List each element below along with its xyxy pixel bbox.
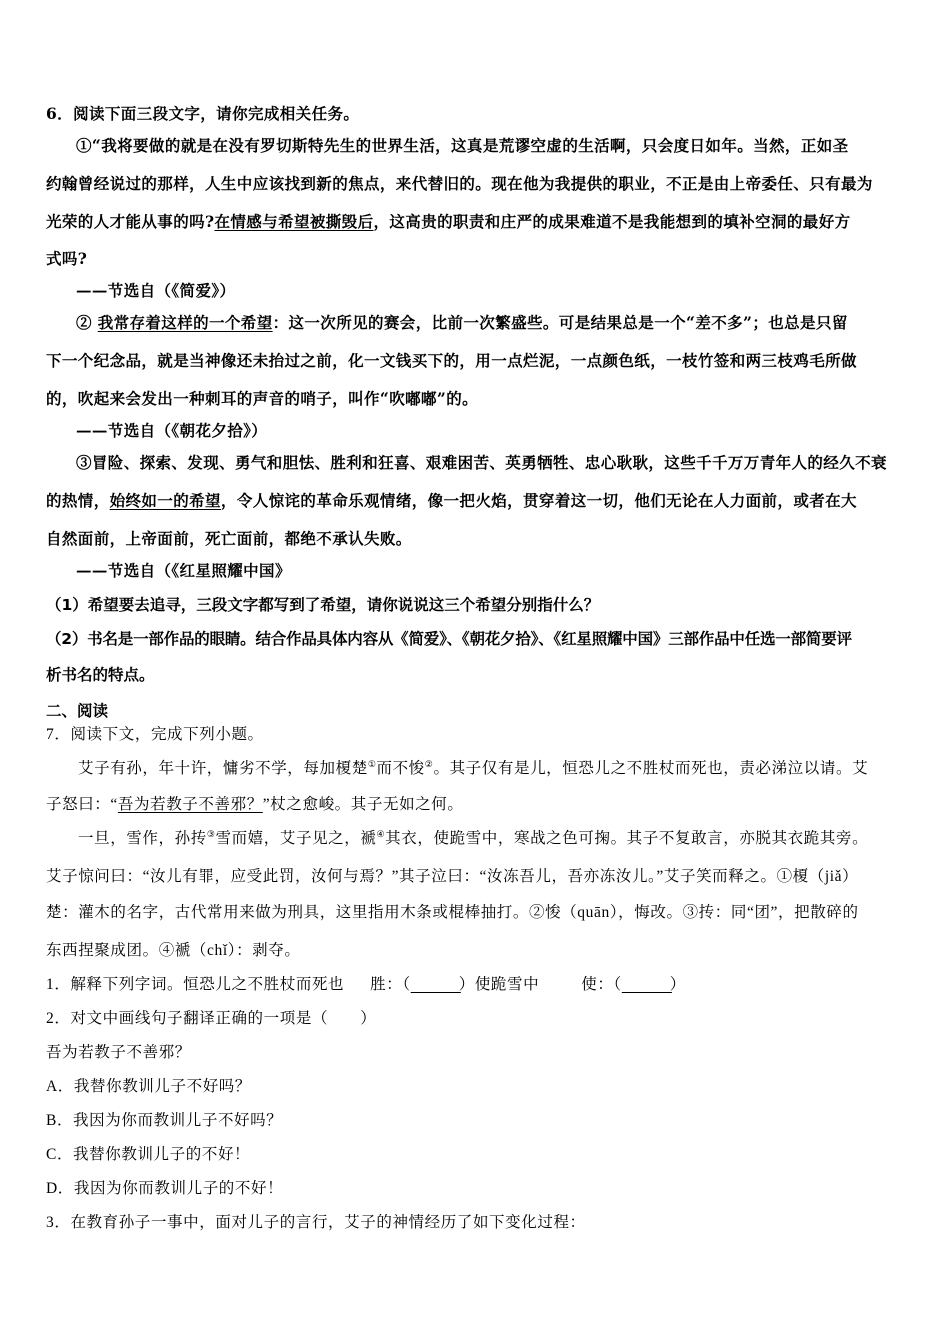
q7-passage-line: 楚：灌木的名字，古代常用来做为刑具，这里指用木条或棍棒抽打。②悛（quān），悔改。③抟：同“团”，把散碎的: [46, 904, 859, 921]
q6-p2-line: [76, 311, 848, 335]
q6-p2-text: ②: [76, 313, 98, 332]
q6-p1-line: 约翰曾经说过的那样，人生中应该找到新的焦点，来代替旧的。现在他为我提供的职业，不正是由上帝委任、只有最为: [46, 174, 873, 193]
q7-text: 一旦，雪作，孙抟: [78, 830, 207, 847]
q7-text: ”杖之愈峻。其子无如之何。: [262, 796, 464, 813]
footnote-mark: ④: [376, 828, 386, 839]
q6-p1-source: ——节选自（《简爱》）: [76, 281, 236, 300]
q6-task-2-cont: 析书名的特点。: [46, 666, 155, 684]
footnote-mark: ③: [206, 828, 216, 839]
q6-p1-text: ，这高贵的职责和庄严的成果难道不是我能想到的填补空洞的最好方: [373, 212, 851, 231]
q7-text: 而不悛: [376, 760, 425, 777]
q6-p2-underlined: 我常存着这样的一个希望: [97, 313, 273, 332]
q7-underlined-sentence: 吾为若教子不善邪？: [117, 796, 263, 813]
q6-p2-line: 的，吹起来会发出一种刺耳的声音的哨子，叫作“吹嘟嘟”的。: [46, 389, 479, 408]
q7-passage-line: [78, 827, 868, 851]
answer-blank[interactable]: [622, 973, 670, 997]
q6-p3-line: [46, 489, 857, 513]
q6-task-2: （2）书名是一部作品的眼睛。结合作品具体内容从《简爱》、《朝花夕拾》、《红星照耀中国》三部作品中任选一部简要评: [46, 630, 852, 648]
q6-p1-underlined: 在情感与希望被撕毁后: [214, 212, 374, 231]
q6-p1-line: 式吗?: [46, 249, 88, 268]
q7-text: 艾子有孙，年十许，慵劣不学，每加榎楚: [78, 760, 368, 777]
option-a[interactable]: A．我替你教训儿子不好吗？: [46, 1078, 251, 1095]
q7-text: 雪而嬉，艾子见之，褫: [215, 830, 377, 847]
q6-p3-source: ——节选自（《红星照耀中国》: [76, 561, 291, 580]
q6-p3-line: ③冒险、探索、发现、勇气和胆怯、胜利和狂喜、艰难困苦、英勇牺牲、忠心耿耿，这些千千万万青年人的经久不衰: [76, 453, 887, 472]
q7-sub1-text: ）使跪雪中: [458, 976, 540, 993]
q7-text: 子怒曰：“: [46, 796, 118, 813]
q7-sub1-text: ）: [669, 976, 686, 993]
q6-p1-text: 光荣的人才能从事的吗?: [46, 212, 215, 231]
q7-text: 。其子仅有是儿，恒恐儿之不胜杖而死也，责必涕泣以请。艾: [433, 760, 869, 777]
q7-sub3-stem: 3．在教育孙子一事中，面对儿子的言行，艾子的神情经历了如下变化过程：: [46, 1214, 586, 1231]
option-b[interactable]: B．我因为你而教训儿子不好吗？: [46, 1112, 283, 1129]
q7-sub1-text: 使：（: [581, 976, 622, 993]
section-2-title: 二、阅读: [46, 702, 109, 720]
q6-p2-source: ——节选自（《朝花夕拾》）: [76, 421, 268, 440]
footnote-mark: ①: [367, 758, 377, 769]
q6-p2-line: 下一个纪念品，就是当神像还未抬过之前，化一文钱买下的，用一点烂泥，一点颜色纸，一枝竹签和两三枝鸡毛所做: [46, 351, 857, 370]
q7-sub1-text: 胜：（: [370, 976, 411, 993]
q6-title: 6．阅读下面三段文字，请你完成相关任务。: [46, 104, 360, 123]
q6-p3-underlined: 始终如一的希望: [109, 491, 221, 510]
q6-p1-line: ①“我将要做的就是在没有罗切斯特先生的世界生活，这真是荒谬空虚的生活啊，只会度日如年。当然，正如圣: [76, 136, 849, 155]
q7-sub2-sentence: 吾为若教子不善邪？: [46, 1044, 191, 1061]
q6-p1-line: [46, 210, 851, 234]
q7-sub1-text: 1．解释下列字词。恒恐儿之不胜杖而死也: [46, 976, 345, 993]
q6-p3-text: 的热情，: [46, 491, 110, 510]
q7-passage-line: 东西捏聚成团。④褫（chǐ）：剥夺。: [46, 942, 301, 959]
option-d[interactable]: D．我因为你而教训儿子的不好！: [46, 1180, 284, 1197]
answer-blank[interactable]: [411, 973, 459, 997]
q6-p3-text: ，令人惊诧的革命乐观情绪，像一把火焰，贯穿着这一切，他们无论在人力面前，或者在大: [220, 491, 857, 510]
footnote-mark: ②: [424, 758, 434, 769]
q7-passage-line: 艾子惊问曰：“汝儿有罪，应受此罚，汝何与焉？”其子泣曰：“汝冻吾儿，吾亦冻汝儿。”艾子笑而释之。①榎（jiǎ）: [46, 868, 859, 885]
q7-sub1: [46, 973, 686, 997]
option-c[interactable]: C．我替你教训儿子的不好！: [46, 1146, 251, 1163]
q6-p2-text: ：这一次所见的赛会，比前一次繁盛些。可是结果总是一个“差不多”；也总是只留: [272, 313, 848, 332]
q7-text: 其衣，使跪雪中，寒战之色可掬。其子不复敢言，亦脱其衣跪其旁。: [385, 830, 869, 847]
q7-passage-line: [46, 793, 463, 817]
q6-task-1: （1）希望要去追寻，三段文字都写到了希望，请你说说这三个希望分别指什么？: [46, 596, 600, 614]
q7-passage-line: [78, 757, 868, 781]
q7-title: 7．阅读下文，完成下列小题。: [46, 726, 264, 743]
q6-p3-line: 自然面前，上帝面前，死亡面前，都绝不承认失败。: [46, 529, 412, 548]
q7-sub2-stem: 2．对文中画线句子翻译正确的一项是（ ）: [46, 1010, 377, 1027]
